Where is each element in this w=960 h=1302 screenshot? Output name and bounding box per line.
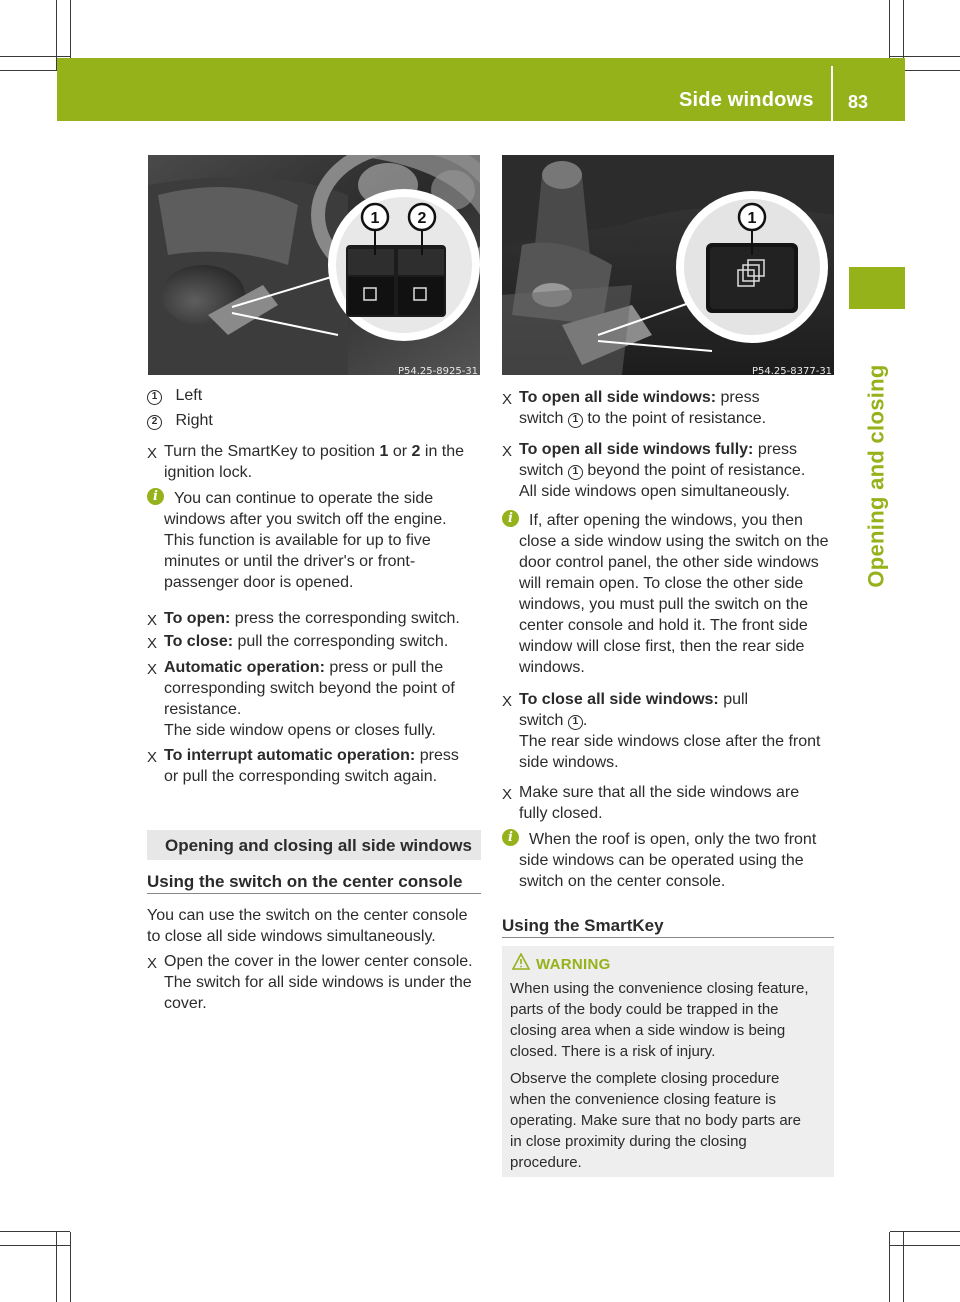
step-bullet: X — [502, 693, 513, 710]
photo-center-console-switch — [502, 155, 834, 375]
step-automatic: Automatic operation: press or pull the corresponding switch beyond the point of resistance. The side window opens or closes fully. — [164, 659, 455, 739]
page-number: 83 — [848, 92, 869, 112]
switch-number: 1 — [568, 465, 583, 480]
step-bullet: X — [502, 443, 513, 460]
crop-mark — [70, 1232, 71, 1302]
crop-mark — [890, 1245, 960, 1246]
step-bullet: X — [147, 635, 158, 652]
callout-2: 2 — [417, 210, 427, 227]
photo-code: P54.25-8377-31 — [752, 366, 833, 375]
crop-mark — [56, 1232, 57, 1302]
step-interrupt: To interrupt automatic operation: press or pull the corresponding switch again. — [164, 747, 459, 785]
step-bullet: X — [502, 786, 513, 803]
chapter-label: Opening and closing — [863, 364, 889, 588]
heading-rule — [502, 937, 834, 938]
callout-1: 1 — [370, 210, 380, 227]
step-open-all: To open all side windows: press switch 1 to the point of resistance. — [519, 389, 767, 427]
crop-mark — [903, 1232, 904, 1302]
photo-door-window-switches — [148, 155, 480, 375]
crop-mark — [0, 1245, 70, 1246]
info-icon: i — [147, 488, 164, 505]
legend-item — [147, 410, 213, 431]
step-close: To close: pull the corresponding switch. — [164, 633, 449, 650]
step-open-fully: To open all side windows fully: press switch 1 beyond the point of resistance. All side windows open simultaneously. — [519, 441, 806, 500]
crop-mark — [889, 1232, 890, 1302]
step-bullet: X — [502, 391, 513, 408]
info-icon: i — [502, 510, 519, 527]
callout-1: 1 — [747, 210, 757, 227]
crop-mark — [890, 56, 960, 57]
legend-number: 2 — [147, 415, 162, 430]
step-bullet: X — [147, 955, 158, 972]
switch-number: 1 — [568, 413, 583, 428]
crop-mark — [0, 1231, 70, 1232]
info-note: You can continue to operate the side windows after you switch off the engine. This function is available for up to five minutes or until the driver's or front- passenger door is opened. — [164, 490, 447, 591]
sub-heading: Using the SmartKey — [502, 916, 664, 935]
step-bullet: X — [147, 749, 158, 766]
crop-mark — [0, 56, 70, 57]
step-bullet: X — [147, 661, 158, 678]
info-note: When the roof is open, only the two front side windows can be operated using the switch on the center console. — [519, 831, 817, 890]
step-open: To open: press the corresponding switch. — [164, 610, 460, 627]
warning-paragraph: When using the convenience closing feature, parts of the body could be trapped in the closing area when a side window is being closed. There is a risk of injury. — [510, 980, 809, 1060]
warning-paragraph: Observe the complete closing procedure when the convenience closing feature is operating. Make sure that no body parts are in close proximity during the closing procedure. — [510, 1070, 802, 1171]
step-bullet: X — [147, 612, 158, 629]
chapter-tab — [849, 267, 905, 309]
photo-code: P54.25-8925-31 — [398, 366, 479, 375]
switch-number: 1 — [568, 715, 583, 730]
intro-paragraph: You can use the switch on the center console to close all side windows simultaneously. — [147, 907, 468, 945]
legend-text: Left — [175, 387, 203, 404]
heading-rule — [147, 893, 481, 894]
sub-heading: Using the switch on the center console — [147, 872, 463, 891]
step-bullet: X — [147, 445, 158, 462]
info-icon: i — [502, 829, 519, 846]
header-divider — [831, 66, 833, 121]
step-close-all: To close all side windows: pull switch 1 . The rear side windows close after the front side windows. — [519, 691, 821, 771]
warning-title: WARNING — [536, 956, 611, 973]
page-title: Side windows — [679, 89, 814, 111]
step-turn-key: Turn the SmartKey to position 1 or 2 in the ignition lock. — [164, 443, 465, 481]
legend-number: 1 — [147, 390, 162, 405]
legend-item — [147, 385, 202, 406]
warning-icon — [512, 953, 530, 970]
legend-text: Right — [175, 412, 213, 429]
crop-mark — [890, 1231, 960, 1232]
step-make-sure: Make sure that all the side windows are fully closed. — [519, 784, 800, 822]
info-note: If, after opening the windows, you then close a side window using the switch on the door control panel, the other side windows will remain open. To close the other side windows, you must pull the switch on the center console and hold it. The front side window will close first, then the rear side windows. — [519, 512, 829, 676]
step-open-cover: Open the cover in the lower center console. The switch for all side windows is under the cover. — [164, 953, 473, 1012]
section-heading: Opening and closing all side windows — [165, 836, 472, 855]
